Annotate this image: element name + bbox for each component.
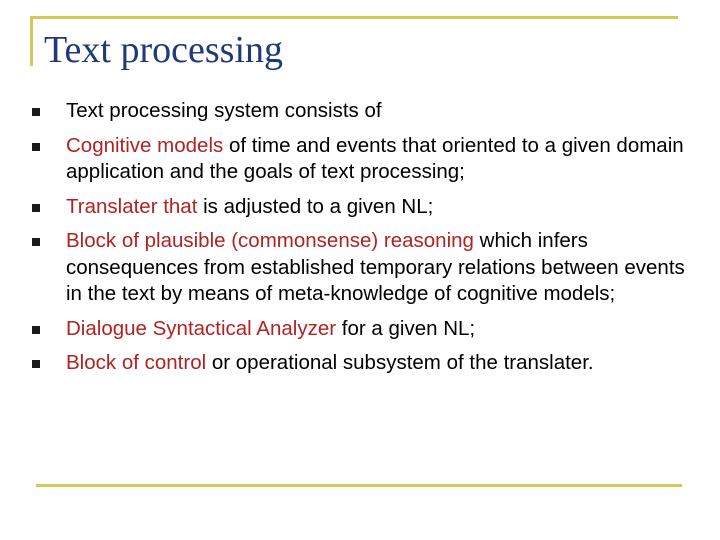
square-bullet-icon	[32, 108, 40, 116]
bullet-item	[30, 133, 700, 186]
bullet-item	[30, 228, 700, 308]
bullet-list	[30, 98, 700, 385]
title-frame-left-rule	[30, 16, 33, 66]
bullet-text: Text processing system consists of	[66, 99, 382, 122]
bullet-text: for a given NL;	[336, 316, 476, 340]
bullet-highlight: Block of control	[66, 351, 207, 374]
bullet-text: of time and events that oriented to a given domain application and the goals of text processing;	[66, 133, 684, 183]
bullet-text: is adjusted to a given NL;	[197, 194, 434, 218]
square-bullet-icon	[32, 360, 40, 368]
square-bullet-icon	[32, 143, 40, 151]
square-bullet-icon	[32, 326, 40, 334]
bullet-item	[30, 316, 700, 343]
square-bullet-icon	[32, 204, 40, 212]
bullet-highlight: Dialogue Syntactical Analyzer	[66, 316, 337, 340]
title-frame-top-rule	[30, 16, 678, 19]
slide-title: Text processing	[44, 29, 284, 71]
square-bullet-icon	[32, 238, 40, 246]
bullet-highlight: Block of plausible (commonsense) reasoning	[66, 229, 474, 252]
bullet-item	[30, 98, 700, 125]
bullet-highlight: Cognitive models	[66, 133, 224, 157]
bullet-text: which infers consequences from established temporary relations between events in the text by means of meta-knowledge of cognitive models;	[66, 229, 685, 305]
bullet-item	[30, 194, 700, 221]
bottom-rule	[36, 484, 682, 487]
bullet-highlight: Translater that	[66, 194, 198, 218]
bullet-text: or operational subsystem of the translater.	[206, 351, 594, 374]
bullet-item	[30, 350, 700, 377]
